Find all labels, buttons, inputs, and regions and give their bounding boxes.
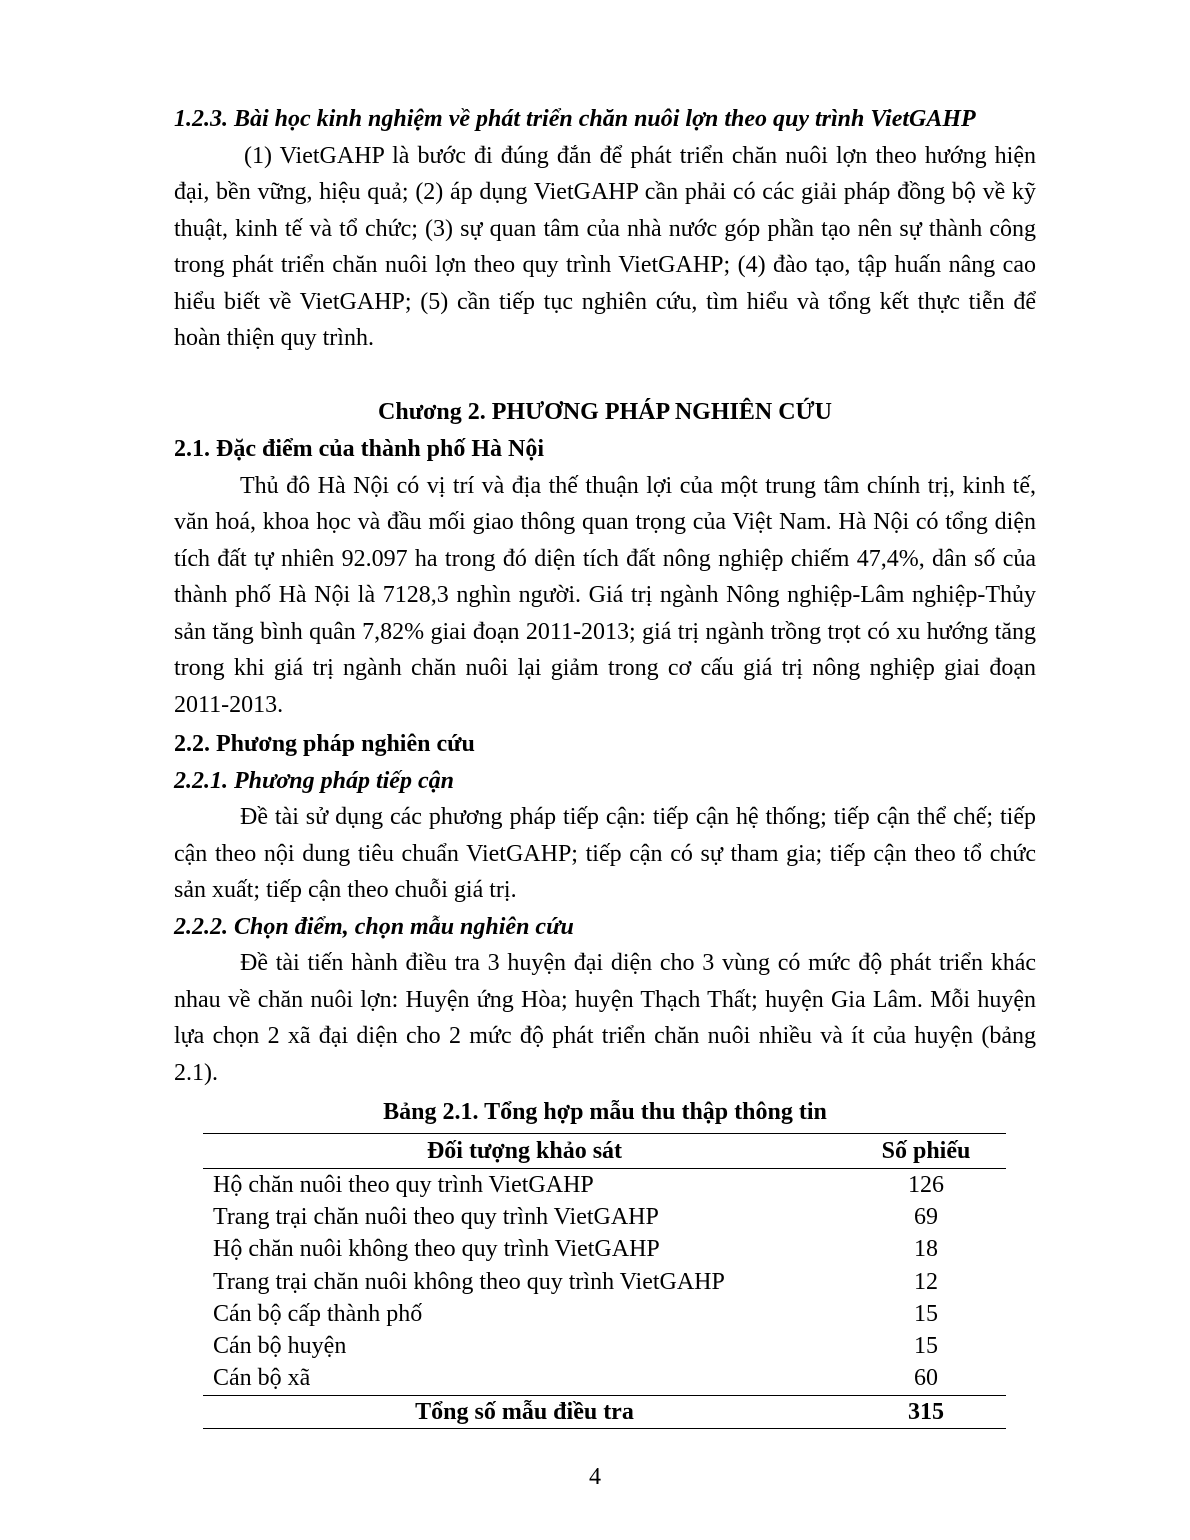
row-object: Trang trại chăn nuôi không theo quy trình VietGAHP	[213, 1268, 725, 1295]
section-paragraph: Thủ đô Hà Nội có vị trí và địa thế thuận lợi của một trung tâm chính trị, kinh tế, văn hoá, khoa học và đầu mối giao thông quan trọng của Việt Nam. Hà Nội có tổng diện tích đất tự nhiên 92.097 ha trong đó diện tích đất nông nghiệp chiếm 47,4%, dân số của thành phố Hà Nội là 7128,3 nghìn người. Giá trị ngành Nông nghiệp-Lâm nghiệp-Thủy sản tăng bình quân 7,82% giai đoạn 2011-2013; giá trị ngành trồng trọt có xu hướng tăng trong khi giá trị ngành chăn nuôi lại giảm trong cơ cấu giá trị nông nghiệp giai đoạn 2011-2013.	[174, 472, 1036, 718]
row-count: 18	[914, 1236, 938, 1263]
section-heading: 2.2. Phương pháp nghiên cứu	[174, 731, 475, 757]
row-count: 69	[914, 1203, 938, 1230]
row-object: Trang trại chăn nuôi theo quy trình VietGAHP	[213, 1203, 659, 1230]
section-paragraph: Đề tài sử dụng các phương pháp tiếp cận: tiếp cận hệ thống; tiếp cận thể chế; tiếp cận theo nội dung tiêu chuẩn VietGAHP; tiếp cận có sự tham gia; tiếp cận theo tổ chức sản xuất; tiếp cận theo chuỗi giá trị.	[174, 804, 1036, 903]
page-number: 4	[589, 1464, 601, 1490]
chapter-title: Chương 2. PHƯƠNG PHÁP NGHIÊN CỨU	[378, 399, 832, 425]
subsection-heading: 2.2.2. Chọn điểm, chọn mẫu nghiên cứu	[174, 913, 574, 940]
total-count: 315	[846, 1396, 1006, 1429]
row-count: 12	[914, 1268, 938, 1295]
header-count: Số phiếu	[846, 1134, 1006, 1169]
table-caption: Bảng 2.1. Tổng hợp mẫu thu thập thông tin	[383, 1099, 827, 1125]
table-row	[203, 1266, 1006, 1298]
row-object: Cán bộ cấp thành phố	[213, 1300, 423, 1327]
row-object: Cán bộ huyện	[213, 1333, 347, 1360]
section-1-2-3	[174, 101, 1036, 357]
header-object: Đối tượng khảo sát	[203, 1134, 846, 1169]
table-row	[203, 1363, 1006, 1396]
row-count: 126	[908, 1171, 944, 1198]
survey-table	[203, 1133, 1006, 1429]
row-count: 15	[914, 1300, 938, 1327]
table-total-row	[203, 1396, 1006, 1429]
section-paragraph: (1) VietGAHP là bước đi đúng đắn để phát triển chăn nuôi lợn theo hướng hiện đại, bền vững, hiệu quả; (2) áp dụng VietGAHP cần phải có các giải pháp đồng bộ về kỹ thuật, kinh tế và tổ chức; (3) sự quan tâm của nhà nước góp phần tạo nên sự thành công trong phát triển chăn nuôi lợn theo quy trình VietGAHP; (4) đào tạo, tập huấn nâng cao hiểu biết về VietGAHP; (5) cần tiếp tục nghiên cứu, tìm hiểu và tổng kết thực tiễn để hoàn thiện quy trình.	[174, 142, 1036, 351]
table-row	[203, 1234, 1006, 1266]
table-row	[203, 1330, 1006, 1362]
table-row	[203, 1298, 1006, 1330]
row-count: 15	[914, 1333, 938, 1360]
table-row	[203, 1169, 1006, 1202]
section-paragraph: Đề tài tiến hành điều tra 3 huyện đại diện cho 3 vùng có mức độ phát triển khác nhau về chăn nuôi lợn: Huyện ứng Hòa; huyện Thạch Thất; huyện Gia Lâm. Mỗi huyện lựa chọn 2 xã đại diện cho 2 mức độ phát triển chăn nuôi nhiều và ít của huyện (bảng 2.1).	[174, 950, 1036, 1086]
row-object: Hộ chăn nuôi theo quy trình VietGAHP	[213, 1171, 594, 1198]
subsection-heading: 2.2.1. Phương pháp tiếp cận	[174, 767, 454, 794]
section-heading: 2.1. Đặc điểm của thành phố Hà Nội	[174, 436, 545, 462]
row-object: Hộ chăn nuôi không theo quy trình VietGAHP	[213, 1236, 660, 1263]
total-label: Tổng số mẫu điều tra	[203, 1396, 846, 1429]
row-object: Cán bộ xã	[213, 1365, 311, 1392]
row-count: 60	[914, 1365, 938, 1392]
table-header-row	[203, 1134, 1006, 1169]
table-row	[203, 1201, 1006, 1233]
section-2-1	[174, 431, 1036, 723]
section-2-2	[174, 726, 1036, 1091]
section-heading: 1.2.3. Bài học kinh nghiệm về phát triển chăn nuôi lợn theo quy trình VietGAHP	[174, 106, 976, 132]
